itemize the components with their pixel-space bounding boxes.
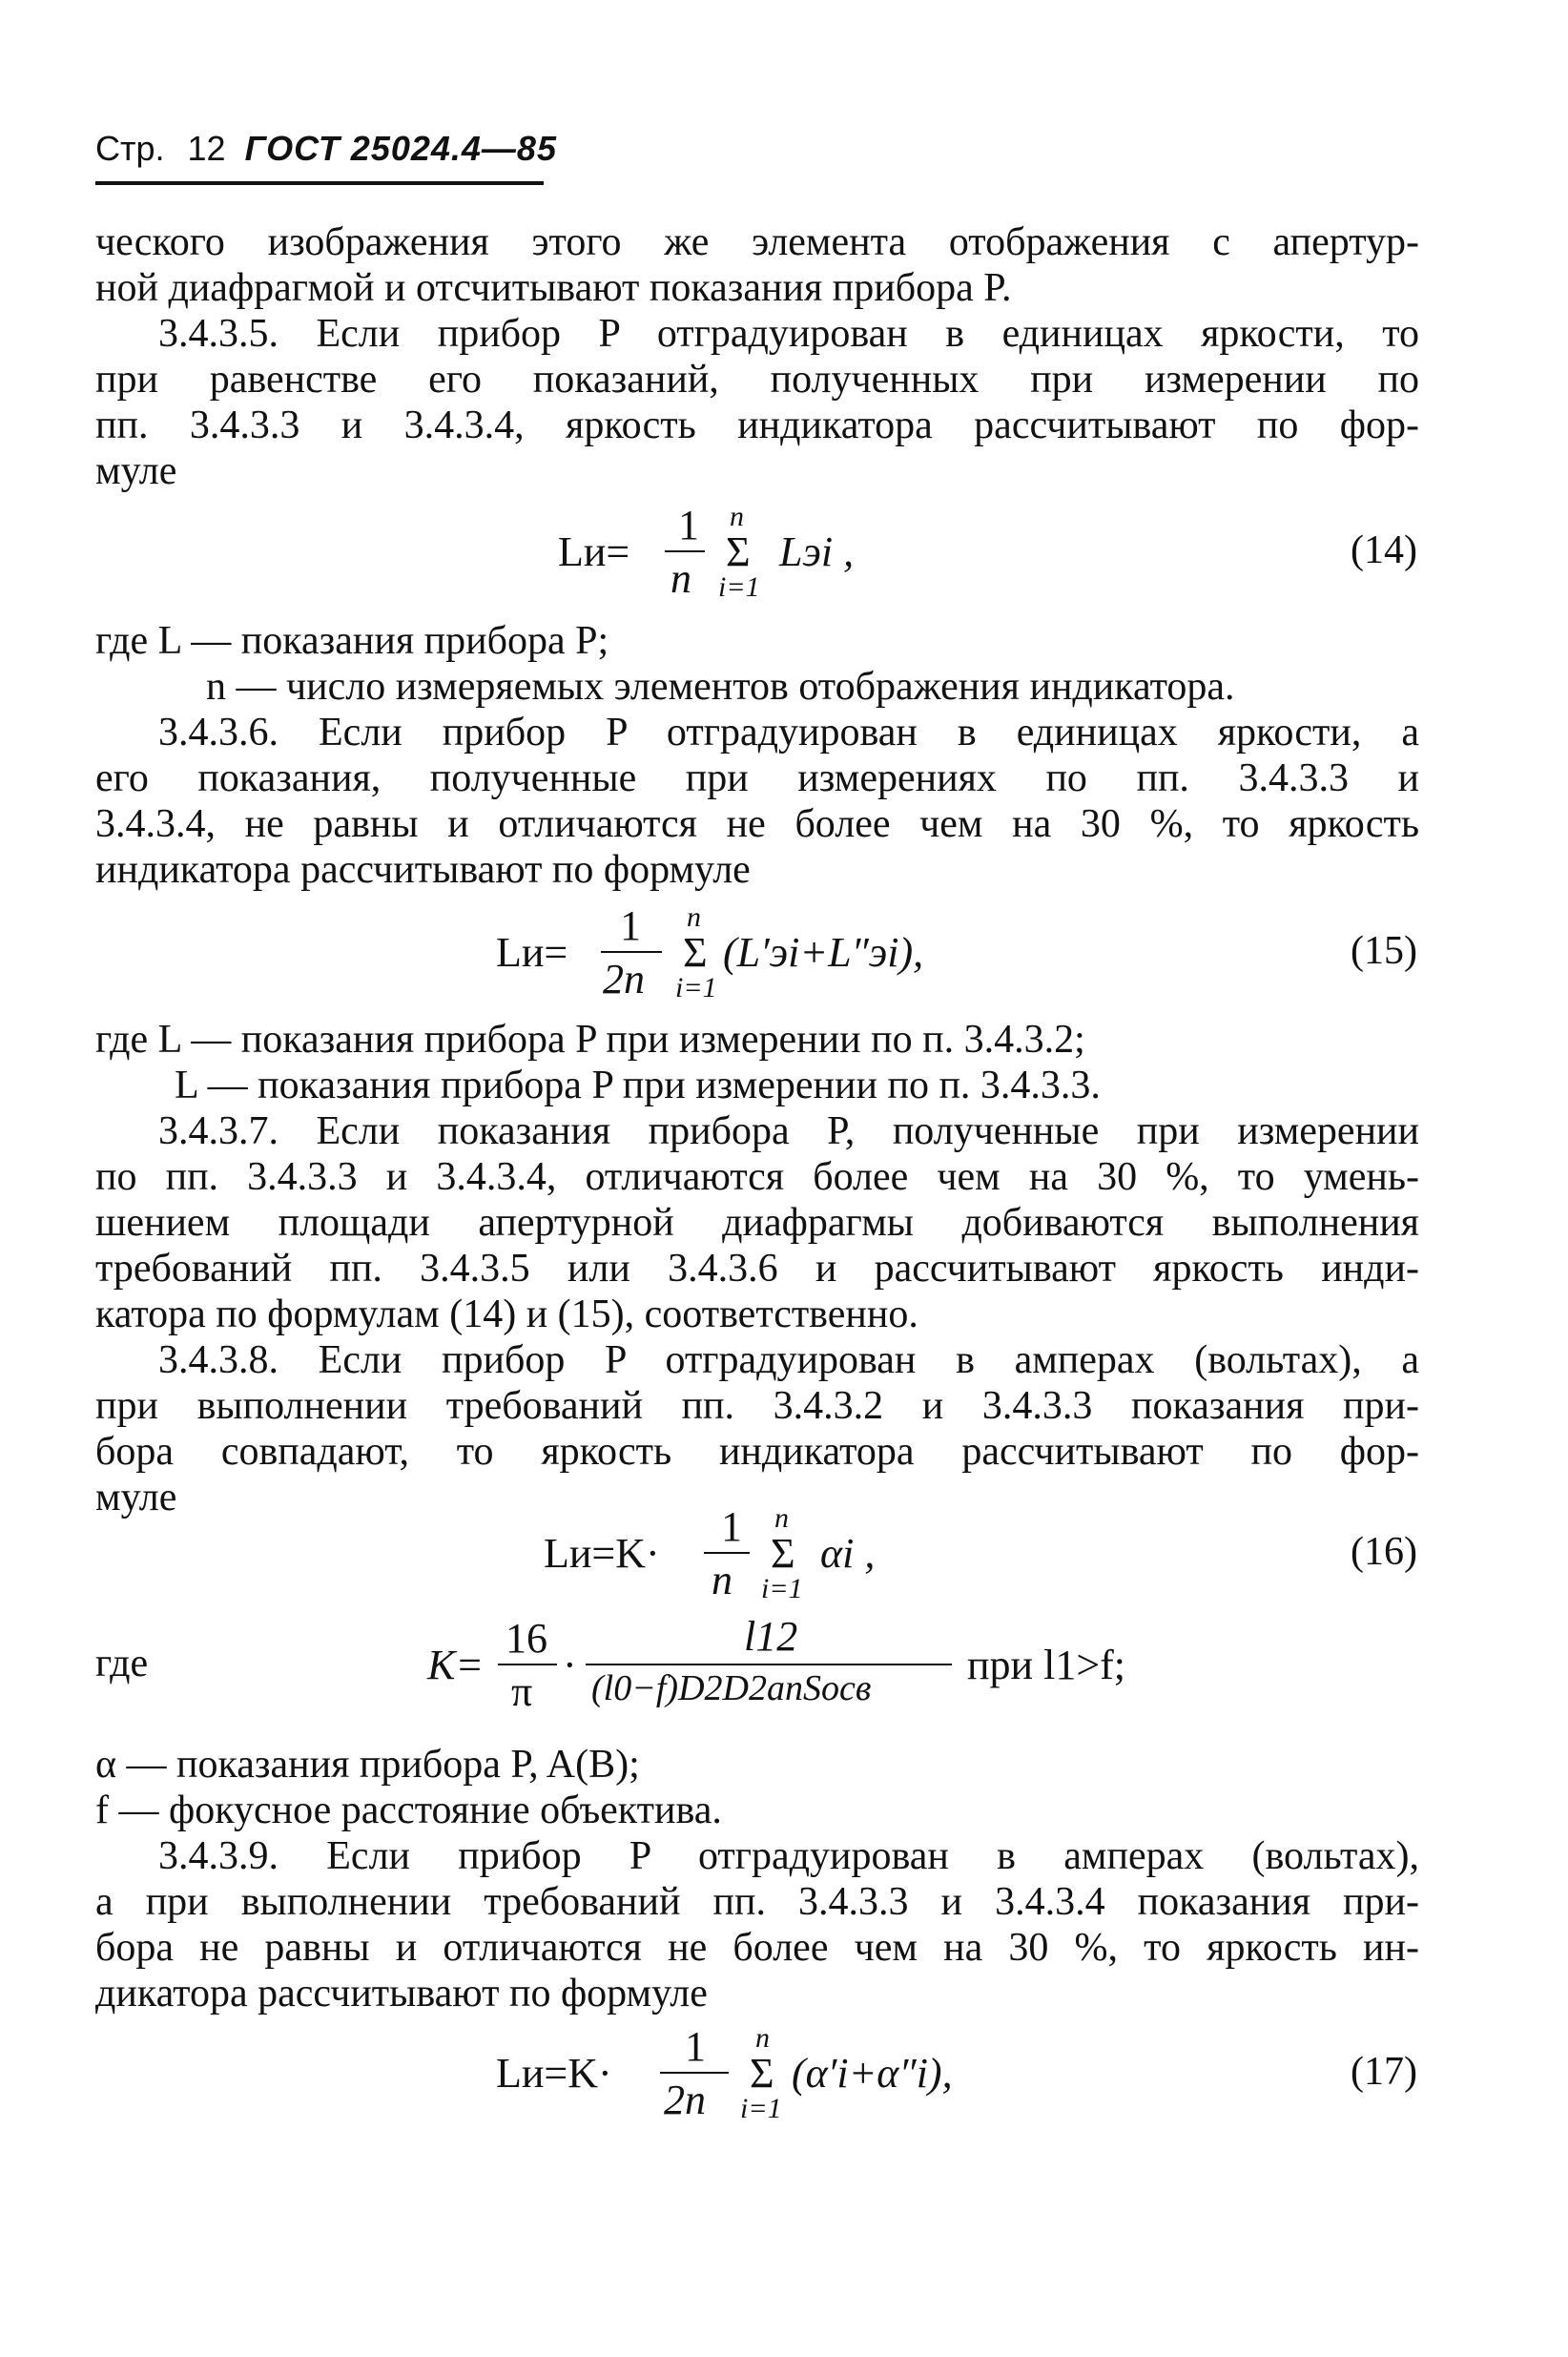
text-line: а при выполнении требований пп. 3.4.3.3 и 3.4.3.4 показания при- bbox=[95, 1880, 1419, 1924]
header-rule bbox=[95, 181, 544, 185]
legend-line: где L — показания прибора P при измерении по п. 3.4.3.2; bbox=[95, 1018, 1085, 1062]
legend-line: f — фокусное расстояние объектива. bbox=[95, 1788, 722, 1832]
legend-line: n — число измеряемых элементов отображения индикатора. bbox=[206, 665, 1235, 709]
text-line: его показания, полученные при измерениях по пп. 3.4.3.3 и bbox=[95, 756, 1419, 800]
equation-number: (16) bbox=[1351, 1530, 1417, 1574]
where-label: где bbox=[95, 1642, 149, 1685]
text-line: индикатора рассчитывают по формуле bbox=[95, 848, 751, 892]
equation-number: (15) bbox=[1351, 929, 1417, 973]
paragraph-3-4-3-9: 3.4.3.9. Если прибор P отградуирован в амперах (вольтах), bbox=[158, 1834, 1419, 1878]
text-line: дикатора рассчитывают по формуле bbox=[95, 1972, 708, 2016]
page-header bbox=[95, 129, 557, 169]
formula-14: Lи= 1 n n Σ i=1 Lэi , bbox=[558, 501, 855, 603]
formula-16: Lи=K· 1 n n Σ i=1 αi , bbox=[544, 1502, 876, 1604]
text-line: муле bbox=[95, 1476, 177, 1520]
text-line: пп. 3.4.3.3 и 3.4.3.4, яркость индикатора рассчитывают по фор- bbox=[95, 403, 1419, 447]
text-line: муле bbox=[95, 449, 177, 493]
paragraph-3-4-3-7: 3.4.3.7. Если показания прибора P, полученные при измерении bbox=[158, 1109, 1419, 1153]
text-line: бора не равны и отличаются не более чем на 30 %, то яркость ин- bbox=[95, 1926, 1419, 1970]
text-line: катора по формулам (14) и (15), соответственно. bbox=[95, 1292, 918, 1336]
text-line: при равенстве его показаний, полученных при измерении по bbox=[95, 358, 1419, 402]
text-line: бора совпадают, то яркость индикатора рассчитывают по фор- bbox=[95, 1430, 1419, 1474]
standard-number: ГОСТ 25024.4—85 bbox=[244, 129, 557, 168]
text-line: требований пп. 3.4.3.5 или 3.4.3.6 и рассчитывают яркость инди- bbox=[95, 1247, 1419, 1291]
page-prefix: Стр. bbox=[95, 129, 165, 168]
legend-line: α — показания прибора P, A(B); bbox=[95, 1743, 640, 1787]
formula-17: Lи=K· 1 2n n Σ i=1 (α′i+α″i), bbox=[496, 2022, 953, 2124]
text-line: при выполнении требований пп. 3.4.3.2 и 3.4.3.3 показания при- bbox=[95, 1384, 1419, 1428]
equation-number: (14) bbox=[1351, 528, 1417, 572]
formula-k: K= 16 π · l12 (l0−f)D2D2апSосв при l1>f; bbox=[427, 1613, 1126, 1715]
paragraph-3-4-3-5: 3.4.3.5. Если прибор P отградуирован в единицах яркости, то bbox=[158, 312, 1419, 356]
text-line: ческого изображения этого же элемента отображения с апертур- bbox=[95, 220, 1419, 264]
paragraph-3-4-3-6: 3.4.3.6. Если прибор P отградуирован в единицах яркости, а bbox=[158, 711, 1419, 755]
formula-15: Lи= 1 2n n Σ i=1 (L′эi+L″эi), bbox=[496, 901, 924, 1003]
text-line: по пп. 3.4.3.3 и 3.4.3.4, отличаются более чем на 30 %, то умень- bbox=[95, 1155, 1419, 1199]
legend-line: где L — показания прибора P; bbox=[95, 619, 609, 663]
text-line: шением площади апертурной диафрагмы добиваются выполнения bbox=[95, 1201, 1419, 1245]
equation-number: (17) bbox=[1351, 2050, 1417, 2094]
legend-line: L — показания прибора P при измерении по п. 3.4.3.3. bbox=[175, 1064, 1101, 1107]
text-line: 3.4.3.4, не равны и отличаются не более чем на 30 %, то яркость bbox=[95, 802, 1419, 846]
page-number: 12 bbox=[187, 129, 226, 168]
paragraph-3-4-3-8: 3.4.3.8. Если прибор P отградуирован в амперах (вольтах), а bbox=[158, 1338, 1419, 1382]
text-line: ной диафрагмой и отсчитывают показания прибора P. bbox=[95, 266, 1012, 310]
